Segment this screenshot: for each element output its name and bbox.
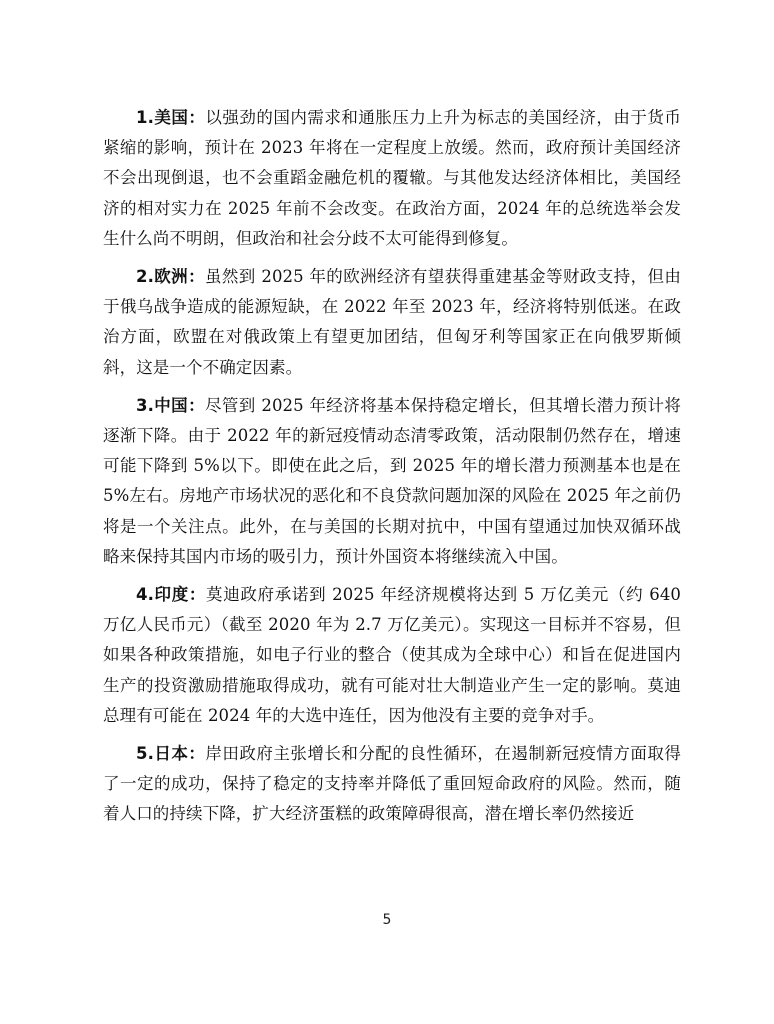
section-heading-japan: 5.日本： xyxy=(136,744,206,764)
section-heading-china: 3.中国： xyxy=(136,395,205,415)
section-body-china: 尽管到 2025 年经济将基本保持稳定增长，但其增长潜力预计将逐渐下降。由于 2022 年的新冠疫情动态清零政策，活动限制仍然存在，增速可能下降到 5%以下。即使在此之后，到 2025 年的增长潜力预测基本也是在 5%左右。房地产市场状况的恶化和不良贷款问题加深的风险在 2025 年之前仍将是一个关注点。此外，在与美国的长期对抗中，中国有望通过加快双循环战略来保持其国内市场的吸引力，预计外国资本将继续流入中国。 xyxy=(103,395,682,566)
section-heading-india: 4.印度： xyxy=(136,585,207,605)
section-body-japan: 岸田政府主张增长和分配的良性循环，在遏制新冠疫情方面取得了一定的成功，保持了稳定的支持率并降低了重回短命政府的风险。然而，随着人口的持续下降，扩大经济蛋糕的政策障碍很高，潜在增长率仍然接近 xyxy=(103,744,681,824)
section-body-india: 莫迪政府承诺到 2025 年经济规模将达到 5 万亿美元（约 640 万亿人民币元）（截至 2020 年为 2.7 万亿美元）。实现这一目标并不容易，但如果各种政策措施，如电子行业的整合（使其成为全球中心）和旨在促进国内生产的投资激励措施取得成功，就有可能对壮大制造业产生一定的影响。莫迪总理有可能在 2024 年的大选中连任，因为他没有主要的竞争对手。 xyxy=(103,585,682,725)
section-body-europe: 虽然到 2025 年的欧洲经济有望获得重建基金等财政支持，但由于俄乌战争造成的能源短缺，在 2022 年至 2023 年，经济将特别低迷。在政治方面，欧盟在对俄政策上有望更加团结，但匈牙利等国家正在向俄罗斯倾斜，这是一个不确定因素。 xyxy=(103,267,682,377)
section-usa xyxy=(103,103,681,254)
section-body-usa: 以强劲的国内需求和通胀压力上升为标志的美国经济，由于货币紧缩的影响，预计在 2023 年将在一定程度上放缓。然而，政府预计美国经济不会出现倒退，也不会重蹈金融危机的覆辙。与其他发达经济体相比，美国经济的相对实力在 2025 年前不会改变。在政治方面，2024 年的总统选举会发生什么尚不明朗，但政治和社会分歧不太可能得到修复。 xyxy=(103,108,681,248)
section-india xyxy=(103,580,681,731)
section-heading-usa: 1.美国： xyxy=(136,108,206,127)
section-china xyxy=(103,391,681,572)
page-body xyxy=(103,103,681,838)
section-heading-europe: 2.欧洲： xyxy=(136,267,205,287)
section-japan xyxy=(103,739,681,830)
page-number: 5 xyxy=(382,912,392,928)
section-europe xyxy=(103,262,681,383)
